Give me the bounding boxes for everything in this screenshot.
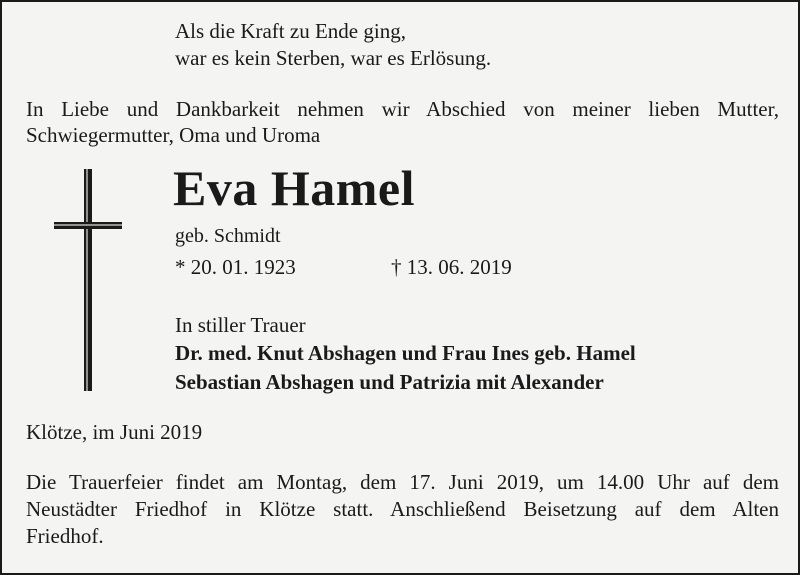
mourner-line-2: Sebastian Abshagen und Patrizia mit Alexander [175, 370, 604, 394]
death-date: † 13. 06. 2019 [391, 255, 512, 279]
born-name: geb. Schmidt [175, 225, 281, 247]
verse [175, 18, 491, 72]
verse-line-1: Als die Kraft zu Ende ging, [175, 19, 406, 43]
birth-date: * 20. 01. 1923 [175, 255, 296, 279]
intro-line-2: Schwiegermutter, Oma und Uroma [26, 123, 321, 147]
verse-line-2: war es kein Sterben, war es Erlösung. [175, 46, 492, 70]
funeral-info [26, 469, 779, 550]
funeral-line-1: Die Trauerfeier findet am Montag, dem 17. Juni 2019, um 14.00 Uhr auf dem [26, 470, 779, 494]
intro-line-1: In Liebe und Dankbarkeit nehmen wir Abschied von meiner lieben Mutter, [26, 97, 779, 121]
latin-cross-icon [54, 169, 122, 391]
funeral-line-2: Neustädter Friedhof in Klötze statt. Anschließend Beisetzung auf dem Alten [26, 497, 779, 521]
place-and-date: Klötze, im Juni 2019 [26, 420, 203, 444]
deceased-name: Eva Hamel [173, 160, 415, 216]
intro-text [26, 96, 779, 148]
mourner-line-1: Dr. med. Knut Abshagen und Frau Ines geb. Hamel [175, 341, 636, 365]
funeral-line-3: Friedhof. [26, 524, 104, 548]
mourning-label: In stiller Trauer [175, 313, 306, 337]
